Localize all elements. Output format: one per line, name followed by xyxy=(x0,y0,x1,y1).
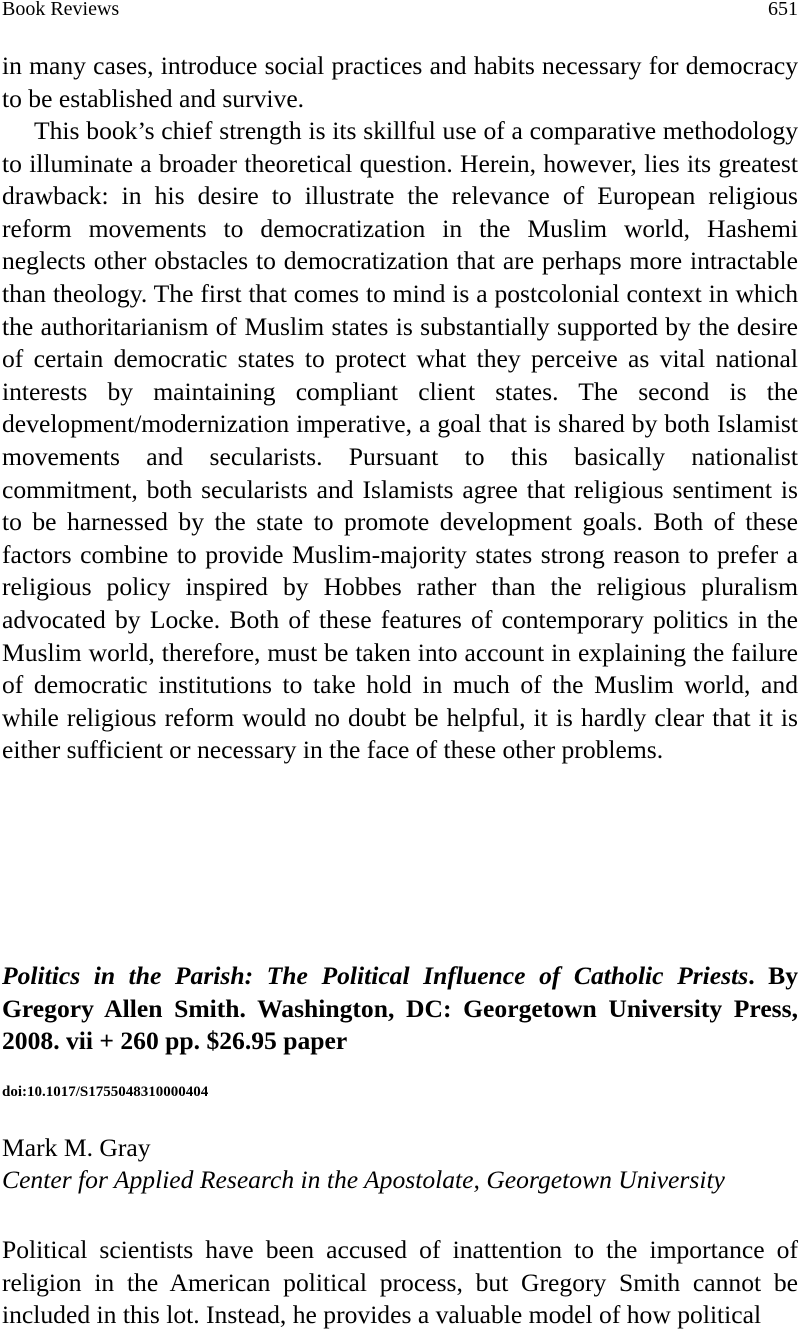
book-title: Politics in the Parish: The Political Influence of Catholic Priests xyxy=(2,961,749,990)
paragraph-continued: in many cases, introduce social practices and habits necessary for democracy to be established and survive. xyxy=(2,51,798,113)
book-citation: . By Gregory Allen Smith. Washington, DC: Georgetown University Press, 2008. vii + 260 pp. $26.95 paper xyxy=(2,961,799,1055)
reviewer-affiliation: Center for Applied Research in the Apostolate, Georgetown University xyxy=(2,1165,725,1194)
doi-link[interactable]: doi:10.1017/S1755048310000404 xyxy=(2,1084,209,1100)
paragraph-critique: This book’s chief strength is its skillful use of a comparative methodology to illuminate a broader theoretical question. Herein, however, lies its greatest drawback: in his desire to illustrate the relevance of European religious reform movements to democratization in the Muslim world, Hashemi neglects other obstacles to democratization that are perhaps more intractable than theology. The first that comes to mind is a postcolonial context in which the authoritarianism of Muslim states is substantially supported by the desire of certain democratic states to protect what they perceive as vital national interests by maintaining compliant client states. The second is the development/modernization imperative, a goal that is shared by both Islamist movements and secularists. Pursuant to this basically nationalist commitment, both secularists and Islamists agree that religious sentiment is to be harnessed by the state to promote development goals. Both of these factors combine to provide Muslim-majority states strong reason to prefer a religious policy inspired by Hobbes rather than the religious pluralism advocated by Locke. Both of these features of contemporary politics in the Muslim world, therefore, must be taken into account in explaining the failure of democratic institutions to take hold in much of the Muslim world, and while religious reform would no doubt be helpful, it is hardly clear that it is either sufficient or necessary in the face of these other problems. xyxy=(2,116,798,765)
running-head-section: Book Reviews xyxy=(2,0,120,20)
page-number: 651 xyxy=(768,0,798,20)
running-head xyxy=(0,0,800,22)
review-opening-paragraph: Political scientists have been accused of inattention to the importance of religion in the American political process, but Gregory Smith cannot be included in this lot. Instead, he provides a valuable model of how political xyxy=(2,1235,798,1330)
review-heading xyxy=(2,960,798,1058)
reviewer-name: Mark M. Gray xyxy=(2,1133,151,1162)
